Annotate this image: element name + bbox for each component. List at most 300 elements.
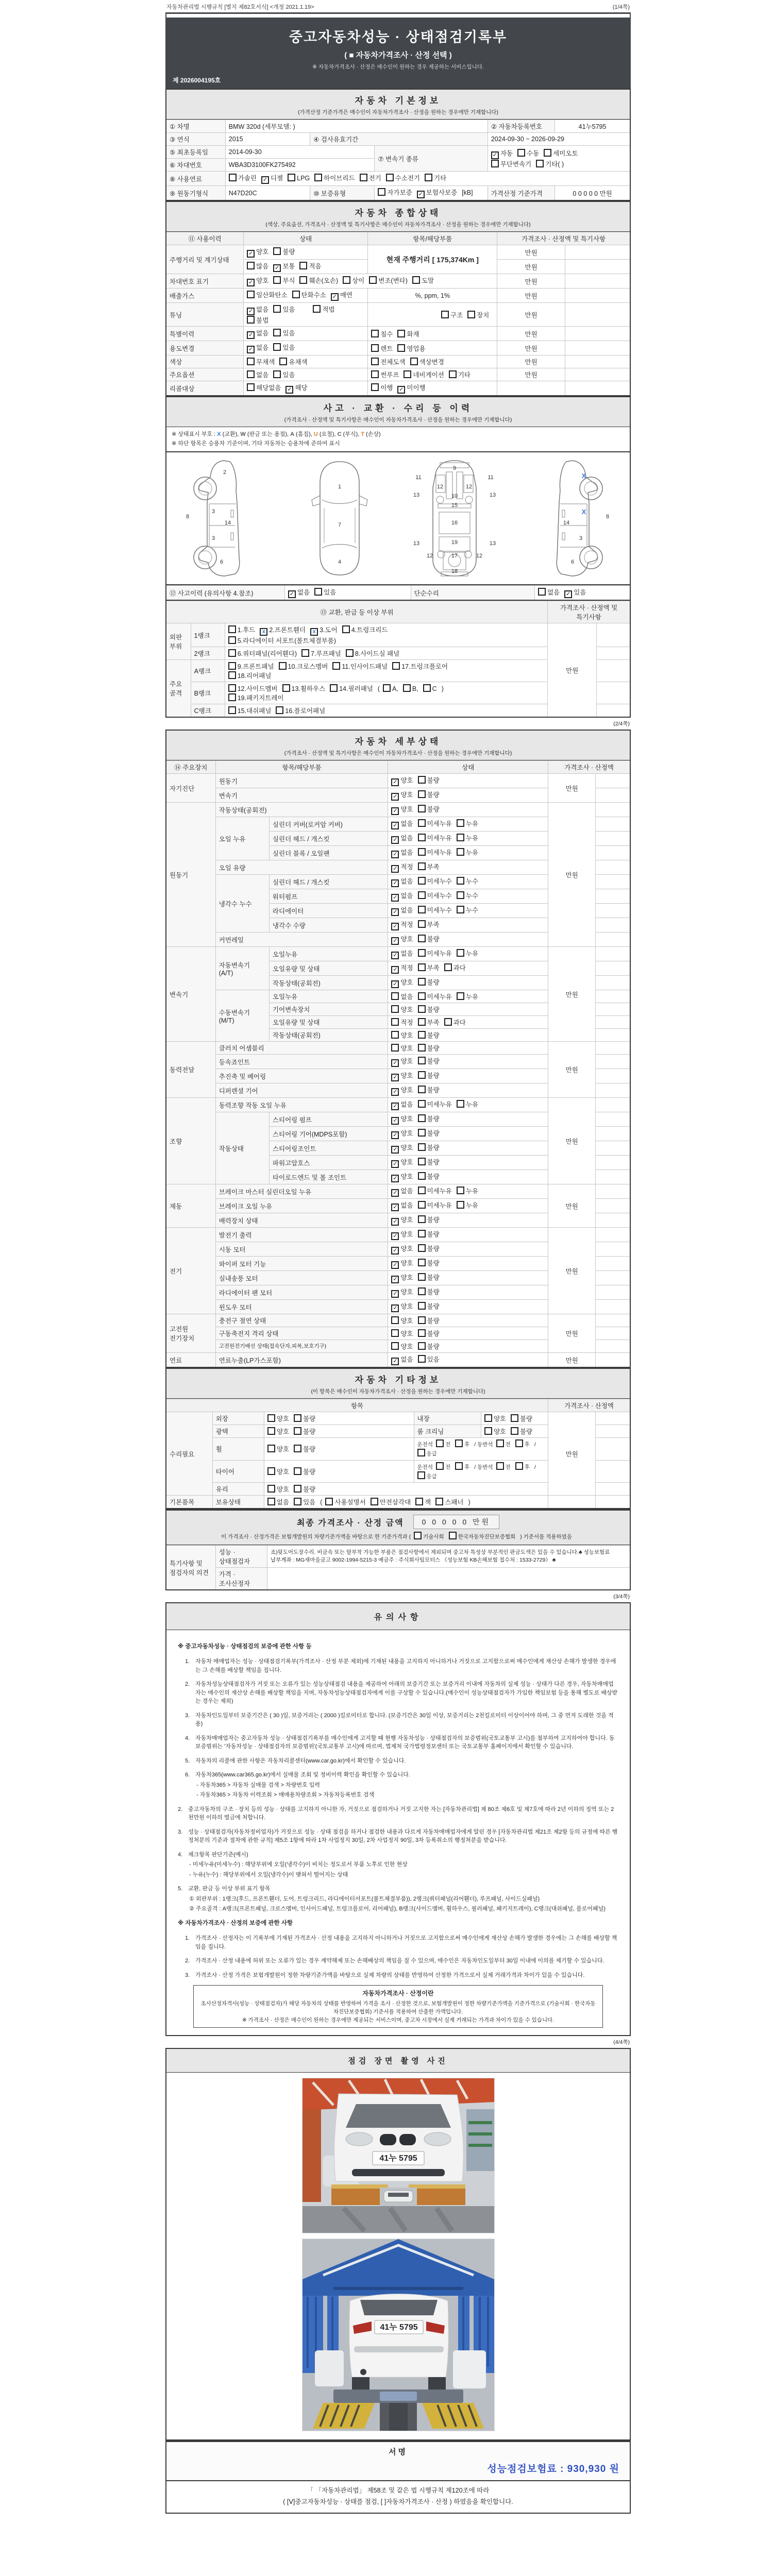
checkbox-불량[interactable]	[418, 1072, 440, 1079]
checkbox-icon[interactable]	[449, 1532, 457, 1539]
checkbox-icon[interactable]	[391, 1146, 399, 1154]
checkbox-icon[interactable]	[378, 188, 385, 196]
checkbox-누유[interactable]	[457, 835, 478, 842]
checkbox-icon[interactable]	[397, 330, 405, 337]
checkbox-수소전기[interactable]	[386, 175, 420, 182]
checkbox-icon[interactable]	[418, 978, 426, 986]
checkbox-훼손(오손)[interactable]	[299, 277, 338, 284]
checkbox-icon[interactable]	[457, 891, 464, 899]
checkbox-불량[interactable]	[418, 1289, 440, 1296]
checkbox-무채색[interactable]	[247, 359, 275, 366]
checkbox-없음[interactable]	[267, 1499, 289, 1506]
checkbox-icon[interactable]	[496, 1439, 504, 1447]
checkbox-icon[interactable]	[314, 588, 322, 596]
checkbox-icon[interactable]	[418, 776, 426, 784]
checkbox-icon[interactable]	[391, 1329, 399, 1337]
checkbox-icon[interactable]	[391, 1160, 399, 1168]
checkbox-양호[interactable]	[391, 1303, 413, 1310]
checkbox-누유[interactable]	[457, 993, 478, 1001]
checkbox-없음[interactable]	[391, 878, 413, 885]
checkbox-icon[interactable]	[247, 331, 255, 339]
checkbox-icon[interactable]	[455, 1462, 463, 1470]
checkbox-icon[interactable]	[279, 662, 287, 670]
checkbox-icon[interactable]	[313, 305, 321, 313]
checkbox-icon[interactable]	[418, 1018, 426, 1026]
checkbox-무단변속기[interactable]	[491, 161, 531, 168]
checkbox-양호[interactable]	[391, 806, 413, 813]
checkbox-icon[interactable]	[282, 684, 290, 692]
checkbox-icon[interactable]	[467, 311, 475, 318]
checkbox-불량[interactable]	[418, 1216, 440, 1224]
checkbox-응급[interactable]	[417, 1473, 437, 1480]
checkbox-양호[interactable]	[391, 1274, 413, 1281]
checkbox-icon[interactable]	[425, 174, 432, 181]
checkbox-icon[interactable]	[391, 1044, 399, 1052]
checkbox-양호[interactable]	[391, 1115, 413, 1123]
checkbox-icon[interactable]	[369, 276, 377, 284]
checkbox-7.루프패널[interactable]	[301, 650, 341, 657]
checkbox-양호[interactable]	[391, 1289, 413, 1296]
checkbox-icon[interactable]	[391, 1103, 399, 1110]
checkbox-3.도어[interactable]	[310, 626, 338, 634]
checkbox-icon[interactable]	[418, 1215, 426, 1223]
checkbox-icon[interactable]	[247, 308, 255, 315]
checkbox-10.크로스멤버[interactable]	[279, 663, 328, 670]
checkbox-부족[interactable]	[418, 964, 440, 972]
checkbox-icon[interactable]	[391, 937, 399, 945]
checkbox-18.리어패널[interactable]	[228, 672, 272, 680]
checkbox-icon[interactable]	[279, 358, 287, 365]
inspection-photo-front[interactable]	[302, 2078, 495, 2233]
checkbox-유채색[interactable]	[279, 359, 307, 366]
checkbox-네비게이션[interactable]	[404, 371, 444, 379]
checkbox-변조(변타)[interactable]	[369, 277, 408, 284]
checkbox-없음[interactable]	[391, 950, 413, 957]
checkbox-양호[interactable]	[391, 1045, 413, 1052]
checkbox-icon[interactable]	[391, 778, 399, 786]
checkbox-후[interactable]	[515, 1442, 530, 1448]
checkbox-icon[interactable]	[496, 1462, 504, 1470]
checkbox-2.프론트휀더[interactable]	[260, 626, 306, 634]
checkbox-icon[interactable]	[273, 276, 281, 284]
checkbox-미세누수[interactable]	[418, 907, 452, 914]
checkbox-icon[interactable]	[423, 684, 431, 692]
checkbox-매연[interactable]	[331, 292, 352, 299]
checkbox-상이[interactable]	[343, 277, 364, 284]
checkbox-있음[interactable]	[564, 589, 586, 596]
checkbox-후[interactable]	[515, 1464, 530, 1470]
checkbox-불량[interactable]	[418, 1058, 440, 1065]
checkbox-icon[interactable]	[457, 1187, 464, 1194]
checkbox-icon[interactable]	[391, 1218, 399, 1226]
checkbox-미세누유[interactable]	[418, 993, 452, 1001]
checkbox-불량[interactable]	[273, 248, 295, 256]
checkbox-불량[interactable]	[418, 1032, 440, 1039]
checkbox-양호[interactable]	[267, 1415, 289, 1422]
checkbox-icon[interactable]	[435, 1498, 443, 1505]
checkbox-icon[interactable]	[511, 1427, 518, 1435]
checkbox-썬루프[interactable]	[371, 371, 399, 379]
checkbox-일산화탄소[interactable]	[247, 292, 287, 299]
checkbox-icon[interactable]	[391, 1059, 399, 1067]
checkbox-불량[interactable]	[418, 979, 440, 986]
checkbox-B,[interactable]	[403, 685, 418, 692]
checkbox-12.사이드멤버[interactable]	[228, 685, 278, 692]
checkbox-icon[interactable]	[273, 370, 281, 378]
checkbox-icon[interactable]	[273, 343, 281, 351]
checkbox-양호[interactable]	[247, 248, 268, 256]
checkbox-icon[interactable]	[391, 1358, 399, 1365]
checkbox-icon[interactable]	[412, 276, 420, 284]
checkbox-불량[interactable]	[418, 936, 440, 943]
checkbox-1.후드[interactable]	[228, 626, 256, 634]
checkbox-icon[interactable]	[288, 590, 296, 598]
checkbox-icon[interactable]	[391, 1074, 399, 1081]
checkbox-icon[interactable]	[418, 1187, 426, 1194]
checkbox-icon[interactable]	[292, 291, 300, 298]
checkbox-기술사회[interactable]	[414, 1534, 444, 1540]
checkbox-icon[interactable]	[371, 330, 379, 337]
checkbox-icon[interactable]	[247, 358, 255, 365]
checkbox-icon[interactable]	[247, 370, 255, 378]
checkbox-양호[interactable]	[391, 1159, 413, 1166]
checkbox-icon[interactable]	[418, 1086, 426, 1093]
checkbox-양호[interactable]	[267, 1428, 289, 1435]
checkbox-icon[interactable]	[418, 862, 426, 870]
signature-label[interactable]: 서명	[389, 2448, 408, 2457]
diagram-top-view[interactable]	[294, 456, 387, 580]
checkbox-icon[interactable]	[371, 344, 379, 352]
checkbox-전[interactable]	[436, 1464, 450, 1470]
checkbox-icon[interactable]	[386, 174, 394, 181]
checkbox-icon[interactable]	[517, 149, 525, 157]
checkbox-없음[interactable]	[391, 1188, 413, 1195]
checkbox-없음[interactable]	[391, 892, 413, 900]
checkbox-있음[interactable]	[314, 589, 336, 596]
checkbox-불량[interactable]	[418, 1144, 440, 1151]
checkbox-19.패키지트레이[interactable]	[228, 694, 284, 702]
checkbox-icon[interactable]	[515, 1462, 523, 1470]
checkbox-과다[interactable]	[444, 964, 466, 972]
checkbox-불량[interactable]	[418, 1274, 440, 1281]
checkbox-icon[interactable]	[391, 1290, 399, 1298]
checkbox-적정[interactable]	[391, 863, 413, 871]
checkbox-icon[interactable]	[418, 1172, 426, 1180]
checkbox-icon[interactable]	[418, 992, 426, 1000]
checkbox-icon[interactable]	[457, 877, 464, 885]
checkbox-icon[interactable]	[267, 1445, 275, 1452]
checkbox-안전삼각대[interactable]	[371, 1499, 411, 1506]
checkbox-icon[interactable]	[391, 980, 399, 988]
checkbox-icon[interactable]	[391, 1088, 399, 1096]
checkbox-기타( )[interactable]	[536, 161, 564, 168]
checkbox-icon[interactable]	[415, 1498, 423, 1505]
checkbox-양호[interactable]	[391, 1032, 413, 1039]
checkbox-icon[interactable]	[455, 1439, 463, 1447]
checkbox-불량[interactable]	[418, 777, 440, 784]
checkbox-icon[interactable]	[418, 1329, 426, 1337]
checkbox-icon[interactable]	[267, 1414, 275, 1422]
checkbox-미세누수[interactable]	[418, 892, 452, 900]
checkbox-양호[interactable]	[391, 1330, 413, 1337]
checkbox-icon[interactable]	[418, 1316, 426, 1324]
checkbox-icon[interactable]	[391, 952, 399, 959]
checkbox-없음[interactable]	[247, 330, 268, 337]
checkbox-icon[interactable]	[391, 836, 399, 844]
checkbox-누유[interactable]	[457, 849, 478, 856]
checkbox-해당[interactable]	[285, 384, 307, 392]
checkbox-icon[interactable]	[391, 1018, 399, 1026]
checkbox-icon[interactable]	[449, 370, 457, 378]
checkbox-icon[interactable]	[391, 1276, 399, 1283]
checkbox-17.트렁크플로어[interactable]	[392, 663, 448, 670]
checkbox-누수[interactable]	[457, 892, 478, 900]
checkbox-있음[interactable]	[273, 330, 295, 337]
checkbox-미이행[interactable]	[397, 384, 425, 392]
checkbox-icon[interactable]	[414, 1532, 422, 1539]
checkbox-불량[interactable]	[294, 1428, 315, 1435]
checkbox-icon[interactable]	[267, 1498, 275, 1505]
checkbox-icon[interactable]	[391, 1232, 399, 1240]
checkbox-icon[interactable]	[418, 805, 426, 812]
inspection-photo-rear[interactable]	[302, 2239, 495, 2431]
checkbox-양호[interactable]	[391, 936, 413, 943]
checkbox-양호[interactable]	[247, 277, 268, 284]
checkbox-icon[interactable]	[346, 649, 354, 657]
checkbox-icon[interactable]	[247, 383, 255, 391]
checkbox-누유[interactable]	[457, 1188, 478, 1195]
checkbox-보험사보증[interactable]	[417, 189, 457, 196]
checkbox-icon[interactable]	[391, 1189, 399, 1197]
checkbox-icon[interactable]	[371, 383, 379, 391]
checkbox-누유[interactable]	[457, 950, 478, 957]
checkbox-icon[interactable]	[391, 1031, 399, 1039]
checkbox-icon[interactable]	[299, 262, 307, 269]
checkbox-icon[interactable]	[276, 706, 283, 714]
checkbox-icon[interactable]	[371, 370, 379, 378]
checkbox-적정[interactable]	[391, 964, 413, 972]
checkbox-icon[interactable]	[228, 636, 236, 644]
checkbox-icon[interactable]	[228, 625, 236, 633]
checkbox-없음[interactable]	[288, 589, 310, 596]
checkbox-icon[interactable]	[342, 625, 350, 633]
checkbox-불량[interactable]	[418, 1087, 440, 1094]
checkbox-icon[interactable]	[391, 793, 399, 801]
checkbox-icon[interactable]	[391, 1247, 399, 1255]
checkbox-icon[interactable]	[391, 1342, 399, 1350]
checkbox-부식[interactable]	[273, 277, 295, 284]
checkbox-전[interactable]	[496, 1442, 511, 1448]
checkbox-하이브리드[interactable]	[314, 175, 355, 182]
checkbox-icon[interactable]	[404, 370, 411, 378]
checkbox-미세누유[interactable]	[418, 1202, 452, 1209]
checkbox-icon[interactable]	[288, 174, 295, 181]
checkbox-icon[interactable]	[418, 906, 426, 913]
checkbox-양호[interactable]	[267, 1446, 289, 1453]
checkbox-렌트[interactable]	[371, 345, 393, 352]
checkbox-9.프론트패널[interactable]	[228, 663, 274, 670]
checkbox-양호[interactable]	[391, 1231, 413, 1238]
checkbox-icon[interactable]	[391, 1131, 399, 1139]
checkbox-후[interactable]	[455, 1464, 469, 1470]
checkbox-icon[interactable]	[536, 160, 544, 167]
checkbox-양호[interactable]	[391, 1343, 413, 1350]
checkbox-양호[interactable]	[484, 1415, 506, 1422]
checkbox-불량[interactable]	[294, 1415, 315, 1422]
checkbox-전[interactable]	[496, 1464, 511, 1470]
checkbox-기타[interactable]	[425, 175, 446, 182]
checkbox-양호[interactable]	[391, 979, 413, 986]
checkbox-icon[interactable]	[273, 305, 281, 313]
checkbox-양호[interactable]	[391, 1130, 413, 1137]
checkbox-한국자동차진단보증협회[interactable]	[449, 1534, 516, 1540]
checkbox-구조[interactable]	[441, 312, 463, 319]
checkbox-양호[interactable]	[391, 777, 413, 784]
checkbox-icon[interactable]	[294, 1414, 301, 1422]
checkbox-icon[interactable]	[457, 819, 464, 827]
checkbox-icon[interactable]	[436, 1439, 444, 1447]
checkbox-icon[interactable]	[294, 1427, 301, 1435]
checkbox-icon[interactable]	[273, 264, 281, 272]
checkbox-양호[interactable]	[391, 1173, 413, 1180]
checkbox-양호[interactable]	[391, 1058, 413, 1065]
checkbox-없음[interactable]	[391, 1202, 413, 1209]
checkbox-부족[interactable]	[418, 863, 440, 871]
checkbox-장치[interactable]	[467, 312, 489, 319]
checkbox-불법[interactable]	[247, 317, 268, 324]
checkbox-icon[interactable]	[397, 344, 405, 352]
checkbox-icon[interactable]	[273, 329, 281, 336]
checkbox-양호[interactable]	[267, 1486, 289, 1493]
checkbox-과다[interactable]	[444, 1019, 466, 1026]
checkbox-없음[interactable]	[391, 835, 413, 842]
checkbox-양호[interactable]	[391, 1216, 413, 1224]
checkbox-불량[interactable]	[418, 1303, 440, 1310]
checkbox-icon[interactable]	[564, 590, 572, 598]
checkbox-불량[interactable]	[418, 1245, 440, 1252]
checkbox-icon[interactable]	[418, 834, 426, 841]
checkbox-해당없음[interactable]	[247, 384, 281, 392]
checkbox-적음[interactable]	[299, 263, 321, 270]
diagram-underbody-view[interactable]	[409, 456, 502, 580]
checkbox-적정[interactable]	[391, 1019, 413, 1026]
checkbox-icon[interactable]	[392, 662, 400, 670]
checkbox-icon[interactable]	[391, 1316, 399, 1324]
checkbox-icon[interactable]	[418, 920, 426, 928]
checkbox-11.인사이드패널[interactable]	[332, 663, 388, 670]
checkbox-icon[interactable]	[331, 293, 339, 301]
checkbox-미세누유[interactable]	[418, 820, 452, 827]
checkbox-icon[interactable]	[418, 1287, 426, 1295]
checkbox-icon[interactable]	[418, 1230, 426, 1238]
checkbox-6.쿼터패널(리어휀다)[interactable]	[228, 650, 297, 657]
checkbox-불량[interactable]	[418, 1159, 440, 1166]
checkbox-icon[interactable]	[299, 276, 307, 284]
checkbox-5.라디에이터 서포트(볼트체결부품)[interactable]	[228, 637, 336, 645]
checkbox-잭[interactable]	[415, 1499, 431, 1506]
checkbox-icon[interactable]	[515, 1439, 523, 1447]
checkbox-불량[interactable]	[511, 1415, 532, 1422]
checkbox-icon[interactable]	[228, 662, 236, 670]
checkbox-icon[interactable]	[325, 1498, 333, 1505]
checkbox-icon[interactable]	[403, 684, 411, 692]
checkbox-불량[interactable]	[294, 1446, 315, 1453]
checkbox-LPG[interactable]	[288, 175, 310, 182]
checkbox-도말[interactable]	[412, 277, 434, 284]
checkbox-적정[interactable]	[391, 921, 413, 928]
checkbox-icon[interactable]	[457, 848, 464, 856]
checkbox-icon[interactable]	[228, 684, 236, 692]
checkbox-불량[interactable]	[418, 1260, 440, 1267]
checkbox-불량[interactable]	[294, 1468, 315, 1476]
checkbox-icon[interactable]	[391, 908, 399, 916]
checkbox-icon[interactable]	[294, 1467, 301, 1475]
checkbox-누수[interactable]	[457, 878, 478, 885]
checkbox-없음[interactable]	[247, 306, 268, 313]
checkbox-icon[interactable]	[417, 1471, 425, 1479]
checkbox-색상변경[interactable]	[410, 359, 444, 366]
checkbox-icon[interactable]	[418, 1031, 426, 1039]
checkbox-응급[interactable]	[417, 1451, 437, 1457]
checkbox-있음[interactable]	[273, 344, 295, 351]
checkbox-8.사이드실 패널[interactable]	[346, 650, 399, 657]
checkbox-icon[interactable]	[418, 877, 426, 885]
checkbox-부족[interactable]	[418, 1019, 440, 1026]
checkbox-양호[interactable]	[391, 1245, 413, 1252]
checkbox-있음[interactable]	[418, 1356, 440, 1363]
checkbox-icon[interactable]	[418, 1201, 426, 1209]
checkbox-icon[interactable]	[247, 346, 255, 353]
checkbox-보통[interactable]	[273, 263, 295, 270]
checkbox-icon[interactable]	[418, 1114, 426, 1122]
checkbox-icon[interactable]	[267, 1485, 275, 1493]
checkbox-icon[interactable]	[484, 1414, 492, 1422]
checkbox-icon[interactable]	[267, 1427, 275, 1435]
checkbox-누유[interactable]	[457, 820, 478, 827]
checkbox-icon[interactable]	[436, 1462, 444, 1470]
checkbox-있음[interactable]	[273, 371, 295, 379]
checkbox-icon[interactable]	[391, 1005, 399, 1013]
checkbox-미세누유[interactable]	[418, 849, 452, 856]
checkbox-양호[interactable]	[391, 1317, 413, 1325]
checkbox-양호[interactable]	[391, 1006, 413, 1013]
checkbox-자가보증[interactable]	[378, 189, 412, 196]
checkbox-icon[interactable]	[511, 1414, 518, 1422]
checkbox-수동[interactable]	[517, 150, 539, 157]
checkbox-icon[interactable]	[418, 819, 426, 827]
checkbox-불량[interactable]	[418, 1115, 440, 1123]
checkbox-icon[interactable]	[273, 247, 281, 255]
checkbox-icon[interactable]	[260, 628, 267, 636]
checkbox-부족[interactable]	[418, 921, 440, 928]
checkbox-icon[interactable]	[418, 1100, 426, 1108]
checkbox-가솔린[interactable]	[229, 175, 257, 182]
checkbox-icon[interactable]	[391, 966, 399, 974]
checkbox-4.트렁크리드[interactable]	[342, 626, 388, 634]
checkbox-icon[interactable]	[391, 894, 399, 902]
checkbox-없음[interactable]	[391, 849, 413, 856]
checkbox-icon[interactable]	[294, 1498, 301, 1505]
checkbox-C[interactable]	[423, 685, 437, 692]
checkbox-없음[interactable]	[247, 344, 268, 351]
checkbox-icon[interactable]	[360, 174, 367, 181]
checkbox-불량[interactable]	[418, 1130, 440, 1137]
checkbox-불량[interactable]	[418, 1006, 440, 1013]
checkbox-icon[interactable]	[441, 311, 449, 318]
checkbox-적법[interactable]	[313, 306, 334, 313]
checkbox-icon[interactable]	[391, 851, 399, 858]
checkbox-스패너[interactable]	[435, 1499, 463, 1506]
